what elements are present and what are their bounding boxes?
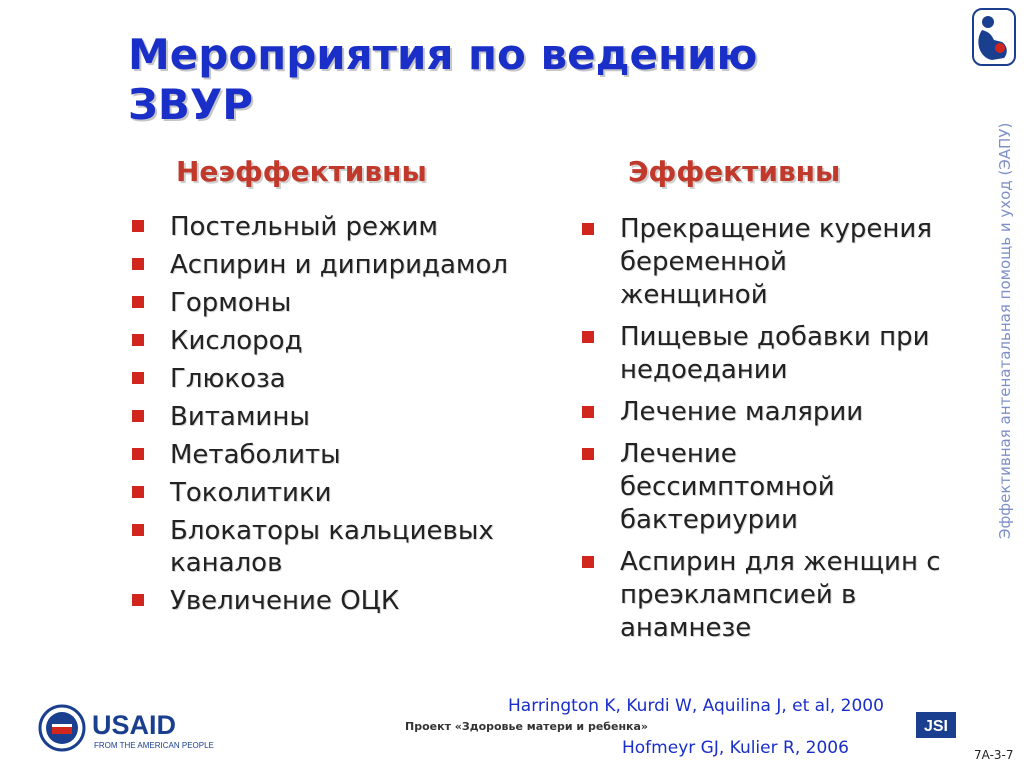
bullet-icon bbox=[582, 223, 594, 235]
list-item: Постельный режим bbox=[132, 211, 552, 243]
jsi-logo bbox=[916, 712, 956, 738]
bullet-icon bbox=[132, 372, 144, 384]
ineffective-heading: Неэффективны bbox=[176, 155, 427, 188]
usaid-name: USAID bbox=[92, 710, 177, 740]
bullet-icon bbox=[132, 296, 144, 308]
list-item: Лечение малярии bbox=[582, 396, 942, 429]
side-caption: Эффективная антенатальная помощь и уход (ЭАПУ) bbox=[996, 122, 1014, 539]
list-item: Глюкоза bbox=[132, 363, 552, 395]
list-item: Аспирин для женщин с преэклампсией в анамнезе bbox=[582, 546, 942, 645]
reference-1: Harrington K, Kurdi W, Aquilina J, et al, 2000 bbox=[508, 696, 884, 716]
bullet-icon bbox=[132, 410, 144, 422]
usaid-tagline: FROM THE AMERICAN PEOPLE bbox=[94, 741, 214, 750]
list-item: Лечение бессимптомной бактериурии bbox=[582, 438, 942, 537]
mother-child-logo-icon bbox=[972, 8, 1016, 66]
effective-heading: Эффективны bbox=[628, 155, 841, 188]
bullet-icon bbox=[132, 524, 144, 536]
ineffective-list bbox=[132, 211, 552, 623]
bullet-icon bbox=[132, 258, 144, 270]
bullet-icon bbox=[582, 556, 594, 568]
bullet-icon bbox=[582, 406, 594, 418]
list-item: Пищевые добавки при недоедании bbox=[582, 321, 942, 387]
jsi-text: JSI bbox=[923, 718, 949, 735]
list-item: Токолитики bbox=[132, 477, 552, 509]
bullet-icon bbox=[132, 334, 144, 346]
bullet-icon bbox=[132, 220, 144, 232]
list-item: Гормоны bbox=[132, 287, 552, 319]
bullet-icon bbox=[132, 594, 144, 606]
page-number: 7A-3-7 bbox=[974, 748, 1014, 762]
effective-list bbox=[582, 213, 942, 654]
list-item: Витамины bbox=[132, 401, 552, 433]
bullet-icon bbox=[582, 331, 594, 343]
project-name: Проект «Здоровье матери и ребенка» bbox=[405, 720, 649, 733]
reference-2: Hofmeyr GJ, Kulier R, 2006 bbox=[622, 738, 849, 758]
list-item: Прекращение курения беременной женщиной bbox=[582, 213, 942, 312]
usaid-logo bbox=[38, 702, 238, 754]
bullet-icon bbox=[132, 448, 144, 460]
list-item: Метаболиты bbox=[132, 439, 552, 471]
list-item: Блокаторы кальциевых каналов bbox=[132, 515, 552, 579]
list-item: Аспирин и дипиридамол bbox=[132, 249, 552, 281]
list-item: Кислород bbox=[132, 325, 552, 357]
page-title: Мероприятия по ведению ЗВУР bbox=[128, 30, 758, 129]
bullet-icon bbox=[582, 448, 594, 460]
bullet-icon bbox=[132, 486, 144, 498]
list-item: Увеличение ОЦК bbox=[132, 585, 552, 617]
